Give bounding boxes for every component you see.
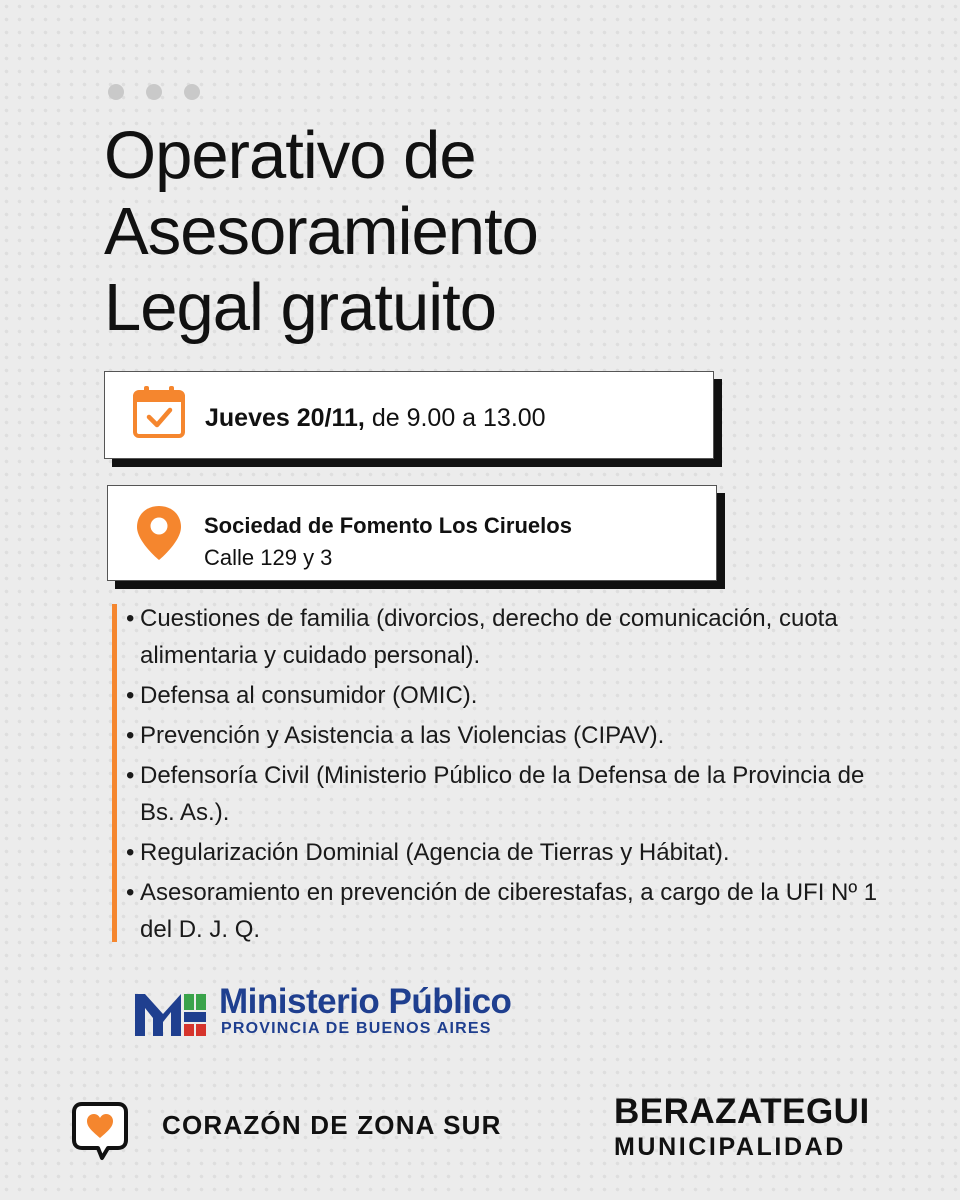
location-pin-icon: [134, 504, 184, 562]
date-card: [104, 371, 714, 459]
municipality-label: MUNICIPALIDAD: [614, 1133, 846, 1161]
ministerio-publico-logo: [135, 982, 515, 1042]
place-address: Calle 129 y 3: [204, 545, 333, 570]
decorative-dots: [108, 84, 200, 100]
list-item: • Regularización Dominial (Agencia de Tierras y Hábitat).: [126, 834, 886, 871]
dot: [108, 84, 124, 100]
place-text: [204, 510, 572, 574]
page-title: [104, 118, 864, 346]
ministerio-name: Ministerio Público: [219, 982, 512, 1021]
place-card: [107, 485, 717, 581]
calendar-check-icon: [131, 384, 187, 440]
date-day: Jueves 20/11,: [205, 404, 365, 432]
heart-chat-icon: [72, 1100, 128, 1162]
slogan: CORAZÓN DE ZONA SUR: [162, 1110, 502, 1140]
list-item: • Asesoramiento en prevención de ciberestafas, a cargo de la UFI Nº 1 del D. J. Q.: [126, 874, 886, 948]
date-time: de 9.00 a 13.00: [364, 404, 546, 432]
berazategui-logo: [614, 1092, 894, 1162]
list-item: • Defensoría Civil (Ministerio Público de la Defensa de la Provincia de Bs. As.).: [126, 757, 886, 831]
title-line-1: Operativo de: [104, 118, 476, 193]
dot: [146, 84, 162, 100]
ministerio-publico-mark-icon: [135, 986, 207, 1036]
list-item: • Prevención y Asistencia a las Violencias (CIPAV).: [126, 717, 886, 754]
list-accent-bar: [112, 604, 117, 942]
municipality-name: BERAZATEGUI: [614, 1092, 870, 1131]
place-name: Sociedad de Fomento Los Ciruelos: [204, 513, 572, 538]
date-text: [205, 404, 546, 433]
list-item: • Defensa al consumidor (OMIC).: [126, 677, 886, 714]
dot: [184, 84, 200, 100]
services-list: [126, 600, 886, 951]
title-line-2: Asesoramiento: [104, 194, 538, 269]
list-item: • Cuestiones de familia (divorcios, derecho de comunicación, cuota alimentaria y cuidado personal).: [126, 600, 886, 674]
ministerio-subtitle: PROVINCIA DE BUENOS AIRES: [221, 1020, 492, 1037]
title-line-3: Legal gratuito: [104, 270, 497, 345]
